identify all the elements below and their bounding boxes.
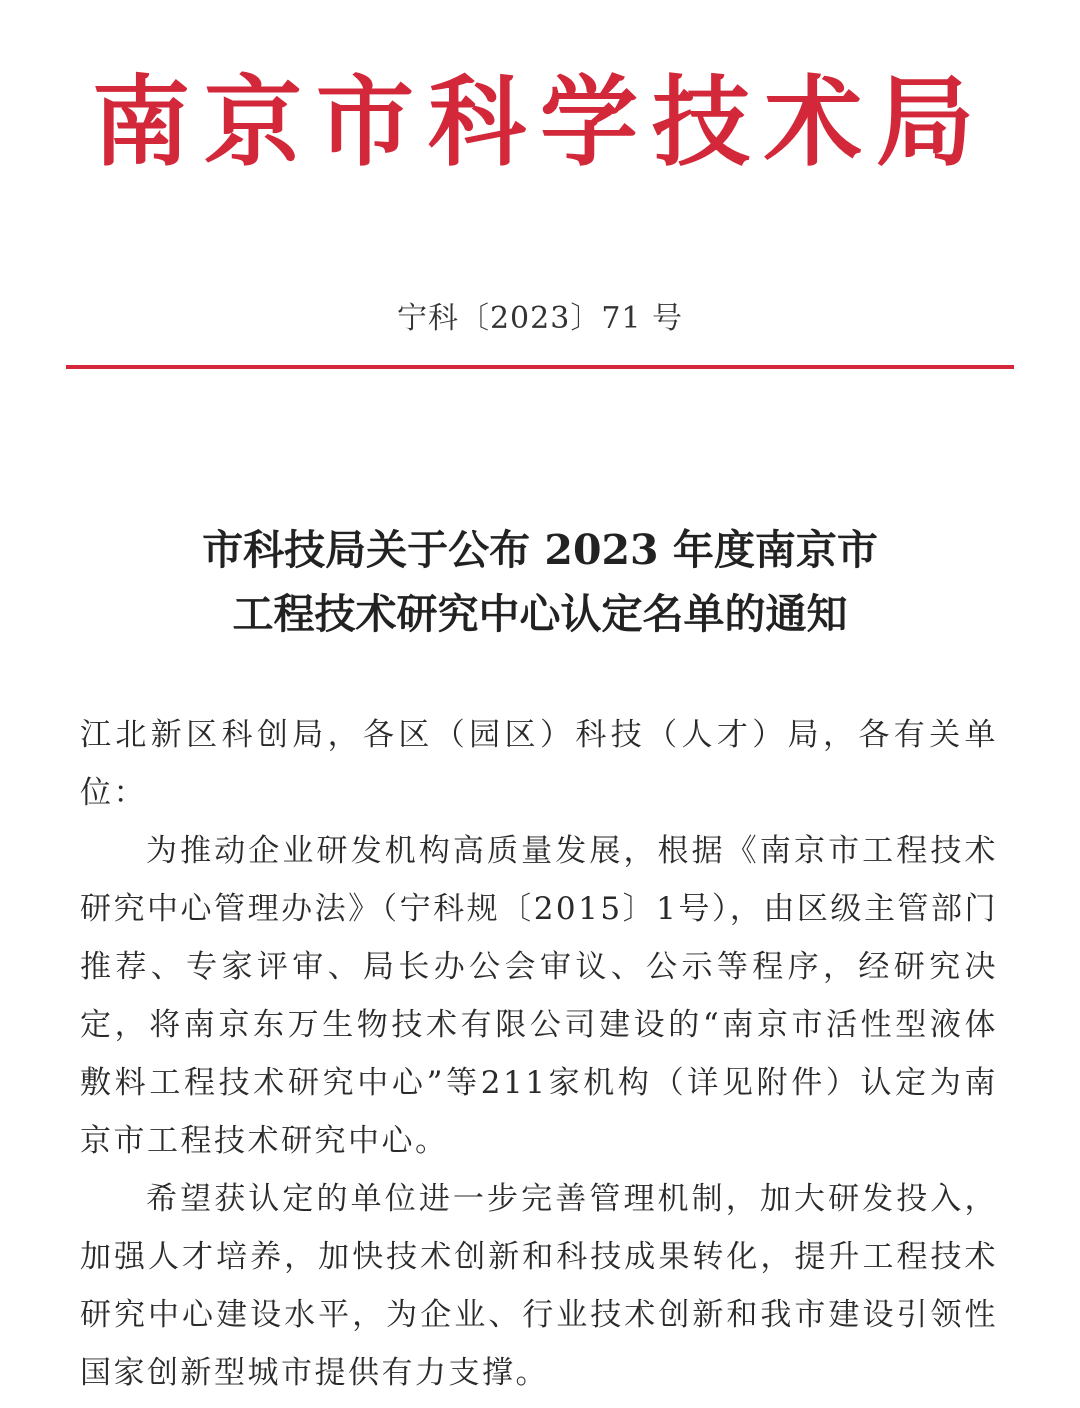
document-number: 宁科〔2023〕71 号 — [396, 301, 684, 336]
notice-title-line-1: 市科技局关于公布 2023 年度南京市 — [202, 526, 878, 574]
red-divider-line — [66, 365, 1014, 369]
notice-title-line-2: 工程技术研究中心认定名单的通知 — [232, 590, 848, 638]
notice-body — [80, 706, 998, 1402]
notice-title — [0, 518, 1080, 646]
issuing-authority-header: 南京市科学技术局 — [91, 66, 988, 180]
salutation: 江北新区科创局，各区（园区）科技（人才）局，各有关单位： — [80, 717, 998, 811]
body-paragraph-2: 希望获认定的单位进一步完善管理机制，加大研发投入，加强人才培养，加快技术创新和科技成果转化，提升工程技术研究中心建设水平，为企业、行业技术创新和我市建设引领性国家创新型城市提供有力支撑。 — [80, 1181, 998, 1391]
body-paragraph-1: 为推动企业研发机构高质量发展，根据《南京市工程技术研究中心管理办法》（宁科规〔2015〕1号），由区级主管部门推荐、专家评审、局长办公会审议、公示等程序，经研究决定，将南京东万生物技术有限公司建设的“南京市活性型液体敷料工程技术研究中心”等211家机构（详见附件）认定为南京市工程技术研究中心。 — [80, 833, 998, 1159]
